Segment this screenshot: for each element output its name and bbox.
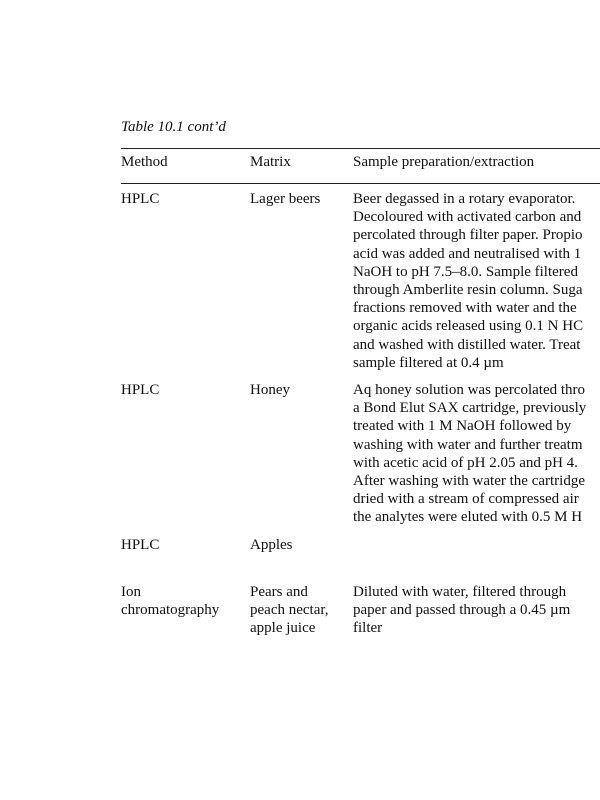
cell-line: HPLC [121, 382, 160, 398]
cell-line: filter [353, 620, 383, 637]
cell-line: the analytes were eluted with 0.5 M H [353, 509, 583, 526]
cell-line: and washed with distilled water. Treat [353, 336, 581, 353]
cell-line: chromatography [121, 602, 220, 619]
cell-line: with acetic acid of pH 2.05 and pH 4. [353, 454, 578, 471]
cell-line: HPLC [121, 537, 160, 553]
cell-line: sample filtered at 0.4 µm [353, 354, 504, 371]
row-2-method [121, 381, 159, 399]
row-2-matrix [250, 381, 290, 399]
cell-line: Diluted with water, filtered through [353, 584, 567, 600]
cell-line: acid was added and neutralised with 1 [353, 245, 582, 262]
cell-line: NaOH to pH 7.5–8.0. Sample filtered [353, 263, 578, 280]
row-4-matrix [250, 583, 329, 638]
cell-line: Ion [121, 584, 141, 600]
cell-line: dried with a stream of compressed air [353, 491, 579, 508]
cell-line: Aq honey solution was percolated thro [353, 382, 586, 398]
cell-line: HPLC [121, 191, 160, 207]
cell-line: percolated through filter paper. Propio [353, 227, 583, 244]
cell-line: Pears and [250, 584, 308, 600]
row-2-prep [353, 381, 586, 527]
header-prep: Sample preparation/extraction [353, 154, 535, 170]
row-4-method [121, 583, 219, 619]
row-3-matrix [250, 536, 293, 554]
cell-line: apple juice [250, 620, 316, 637]
row-4-prep [353, 583, 570, 638]
table-top-rule [121, 148, 600, 149]
header-matrix: Matrix [250, 154, 291, 170]
cell-line: paper and passed through a 0.45 µm [353, 602, 571, 619]
row-3-method [121, 536, 159, 554]
cell-line: Decoloured with activated carbon and [353, 209, 582, 226]
cell-line: fractions removed with water and the [353, 300, 577, 317]
cell-line: washing with water and further treatm [353, 436, 583, 453]
cell-line: through Amberlite resin column. Suga [353, 282, 583, 299]
row-1-method [121, 190, 159, 208]
cell-line: Honey [250, 382, 290, 398]
cell-line: treated with 1 M NaOH followed by [353, 418, 572, 435]
cell-line: a Bond Elut SAX cartridge, previously [353, 400, 587, 417]
cell-line: organic acids released using 0.1 N HC [353, 318, 584, 335]
cell-line: Lager beers [250, 191, 321, 207]
header-method: Method [121, 154, 168, 170]
row-1-matrix [250, 190, 320, 208]
table-caption: Table 10.1 cont’d [121, 119, 226, 135]
cell-line: Apples [250, 537, 293, 553]
cell-line: After washing with water the cartridge [353, 473, 585, 490]
cell-line: peach nectar, [250, 602, 329, 619]
cell-line: Beer degassed in a rotary evaporator. [353, 191, 576, 207]
table-header-rule [121, 183, 600, 184]
row-1-prep [353, 190, 583, 372]
